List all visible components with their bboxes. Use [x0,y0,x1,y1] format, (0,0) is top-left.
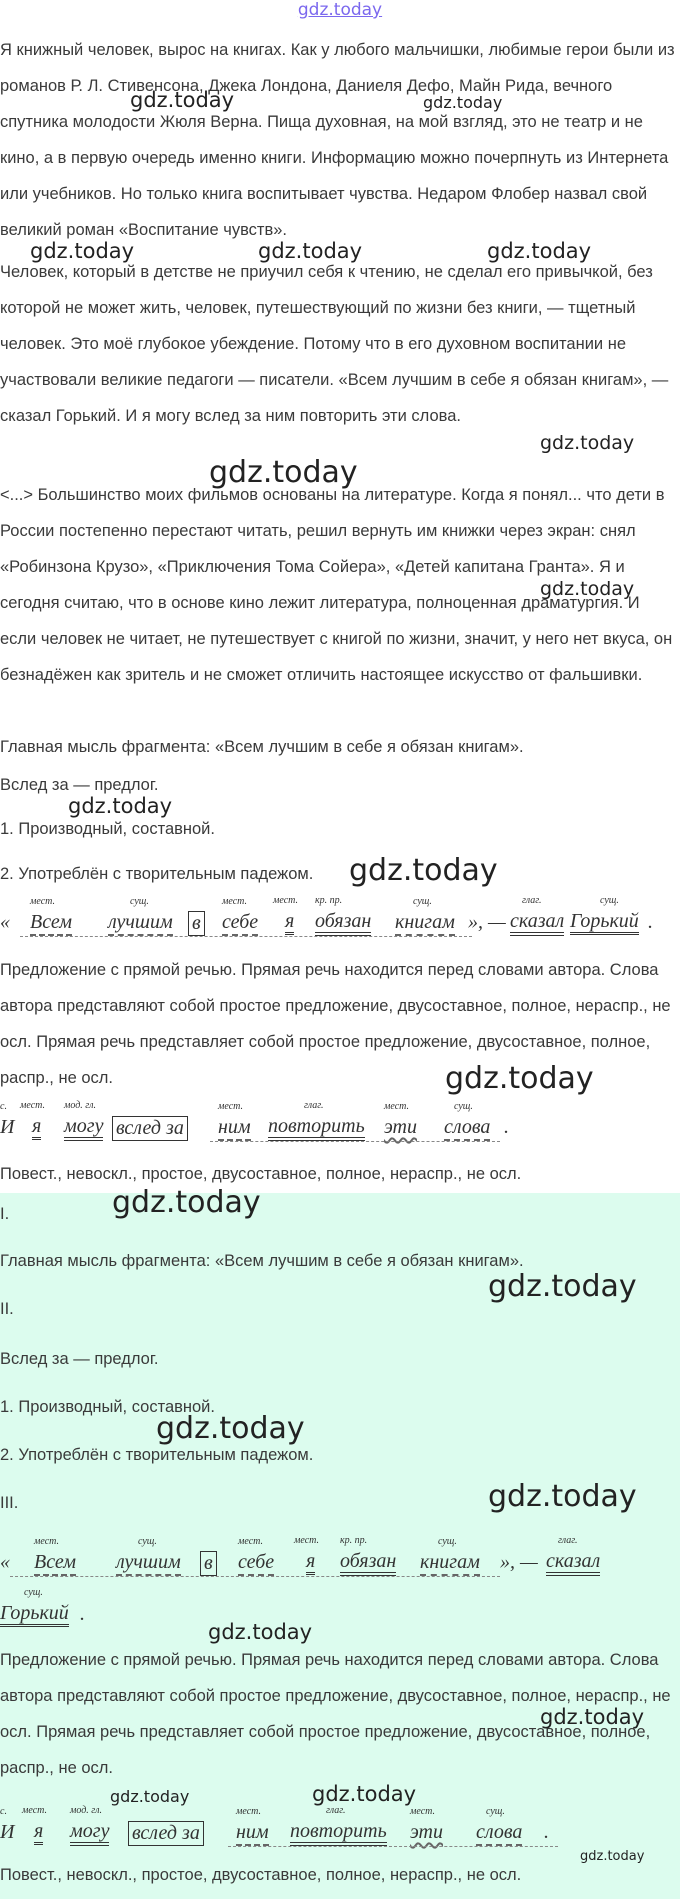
parse-preposition: в [188,911,205,936]
green-property-2: 2. Употреблён с творительным падежом. [0,1446,314,1464]
parse-subject: мест. я [32,1116,41,1140]
parse-preposition: вслед за [128,1821,204,1846]
sentence-parse-2 [0,1098,676,1146]
section-roman-3: III. [0,1494,19,1512]
green-main-idea: Главная мысль фрагмента: «Всем лучшим в себе я обязан книгам». [0,1252,524,1270]
section-roman-2: II. [0,1300,14,1318]
parse-word: сущ. книгам [420,1551,480,1576]
parse-preposition: в [200,1551,217,1576]
parse-punct: », — [468,911,506,933]
sentence-parse-3 [0,1533,676,1581]
summary-text: Повест., невоскл., простое, двусоставное, полное, нераспр., не осл. [0,1165,522,1183]
parse-quote: « [0,911,10,933]
watermark: gdz.today [258,239,363,263]
parse-quote: « [0,1551,10,1573]
watermark: gdz.today [112,1185,261,1220]
watermark: gdz.today [580,1849,645,1864]
parse-predicate: кр. пр. обязан [340,1551,396,1576]
watermark: gdz.today [208,1620,313,1644]
watermark: gdz.today [30,239,135,263]
text-paragraph-3: <...> Большинство моих фильмов основаны на литературе. Когда я понял... что дети в России постепенно перестают читать, решил вернуть им книжки через экран: снял «Робинзона Крузо», «Приключения Тома Сойера», «Детей капитана Гранта». Я и сегодня считаю, что в основе кино лежит литература, полноценная драматургия. И если человек не читает, не путешествует с книгой по жизни, значит, у него нет вкуса, он безнадёжен как зритель и не сможет отличить настоящее искусство от фальшивки. [0,486,673,684]
parse-word: мест. Всем [30,911,72,936]
watermark: gdz.today [487,239,592,263]
watermark: gdz.today [110,1787,190,1806]
parse-predicate: мод. гл. могу [64,1116,103,1141]
parse-punct: . [504,1116,509,1138]
preposition-text: Вслед за — предлог. [0,776,159,794]
watermark: gdz.today [488,1479,637,1514]
parse-word: сущ. лучшим [108,911,173,936]
parse-punct: », — [500,1551,538,1573]
watermark: gdz.today [488,1269,637,1304]
sentence-parse-3-wrap [0,1585,676,1633]
parse-word: мест. ним [236,1821,269,1846]
watermark: gdz.today [349,853,498,888]
green-preposition: Вслед за — предлог. [0,1350,159,1368]
parse-word: сущ. книгам [395,911,455,936]
text-paragraph-1: Я книжный человек, вырос на книгах. Как у любого мальчишки, любимые герои были из романов Р. Л. Стивенсона, Джека Лондона, Даниеля Дефо, Майн Рида, вечного спутника молодости Жюля Верна. Пища духовная, на мой взгляд, это не театр и не кино, а в первую очередь именно книги. Информацию можно почерпнуть из Интернета или учебников. Но только книга воспитывает чувства. Недаром Флобер назвал свой великий роман «Воспитание чувств». [0,41,675,239]
parse-punct: . [80,1603,85,1625]
watermark: gdz.today [68,794,173,818]
parse-predicate: глаг. повторить [290,1821,387,1846]
preposition-property-2: 2. Употреблён с творительным падежом. [0,865,314,883]
parse-subject: сущ. Горький [570,911,639,935]
parse-word: мест. Всем [34,1551,76,1576]
site-logo[interactable]: gdz.today [297,0,383,20]
sentence-parse-4 [0,1803,676,1851]
parse-punct: . [648,911,653,933]
parse-predicate: глаг. сказал [510,911,564,936]
parse-subject: мест. я [34,1821,43,1845]
parse-word: мест. эти [384,1101,417,1138]
parse-predicate: глаг. сказал [546,1551,600,1576]
parse-word: с. И [0,1101,15,1138]
parse-word: сущ. слова [476,1821,522,1846]
parse-predicate: глаг. повторить [268,1116,365,1141]
parse-subject: мест. я [285,911,294,935]
main-idea-text: Главная мысль фрагмента: «Всем лучшим в себе я обязан книгам». [0,738,524,756]
section-roman-1: I. [0,1205,10,1223]
watermark: gdz.today [130,88,235,112]
parse-subject: мест. я [306,1551,315,1575]
parse-predicate: мод. гл. могу [70,1821,109,1846]
watermark: gdz.today [540,1705,645,1729]
watermark: gdz.today [540,578,635,600]
parse-predicate: кр. пр. обязан [315,911,371,936]
watermark: gdz.today [445,1061,594,1096]
green-property-1: 1. Производный, составной. [0,1398,215,1416]
parse-subject: сущ. Горький [0,1603,69,1627]
direct-speech-text: Предложение с прямой речью. Прямая речь находится перед словами автора. Слова автора представляют собой простое предложение, двусоставное, полное, нераспр., не осл. Прямая речь представляет собой простое предложение, двусоставное, полное, распр., не осл. [0,961,671,1087]
parse-punct: . [544,1821,549,1843]
text-paragraph-2: Человек, который в детстве не приучил себя к чтению, не сделал его привычкой, без которой не может жить, человек, путешествующий по жизни без книги, — тщетный человек. Это моё глубокое убеждение. Потому что в его духовном воспитании не участвовали великие педагоги — писатели. «Всем лучшим в себе я обязан книгам», — сказал Горький. И я могу вслед за ним повторить эти слова. [0,263,669,425]
parse-preposition: вслед за [112,1116,188,1141]
watermark: gdz.today [540,432,635,454]
watermark: gdz.today [156,1411,305,1446]
parse-word: мест. себе [222,911,258,936]
parse-word: сущ. лучшим [116,1551,181,1576]
parse-word: с. И [0,1806,15,1843]
preposition-property-1: 1. Производный, составной. [0,820,215,838]
sentence-parse-1 [0,893,676,941]
watermark: gdz.today [209,455,358,490]
parse-word: сущ. слова [444,1116,490,1141]
green-summary: Повест., невоскл., простое, двусоставное, полное, нераспр., не осл. [0,1866,522,1884]
parse-word: мест. эти [410,1806,443,1843]
green-direct-speech: Предложение с прямой речью. Прямая речь находится перед словами автора. Слова автора представляют собой простое предложение, двусоставное, полное, нераспр., не осл. Прямая речь представляет собой простое предложение, двусоставное, полное, распр., не осл. [0,1651,671,1777]
watermark: gdz.today [312,1782,417,1806]
parse-word: мест. ним [218,1116,251,1141]
parse-word: мест. себе [238,1551,274,1576]
watermark: gdz.today [423,93,503,112]
